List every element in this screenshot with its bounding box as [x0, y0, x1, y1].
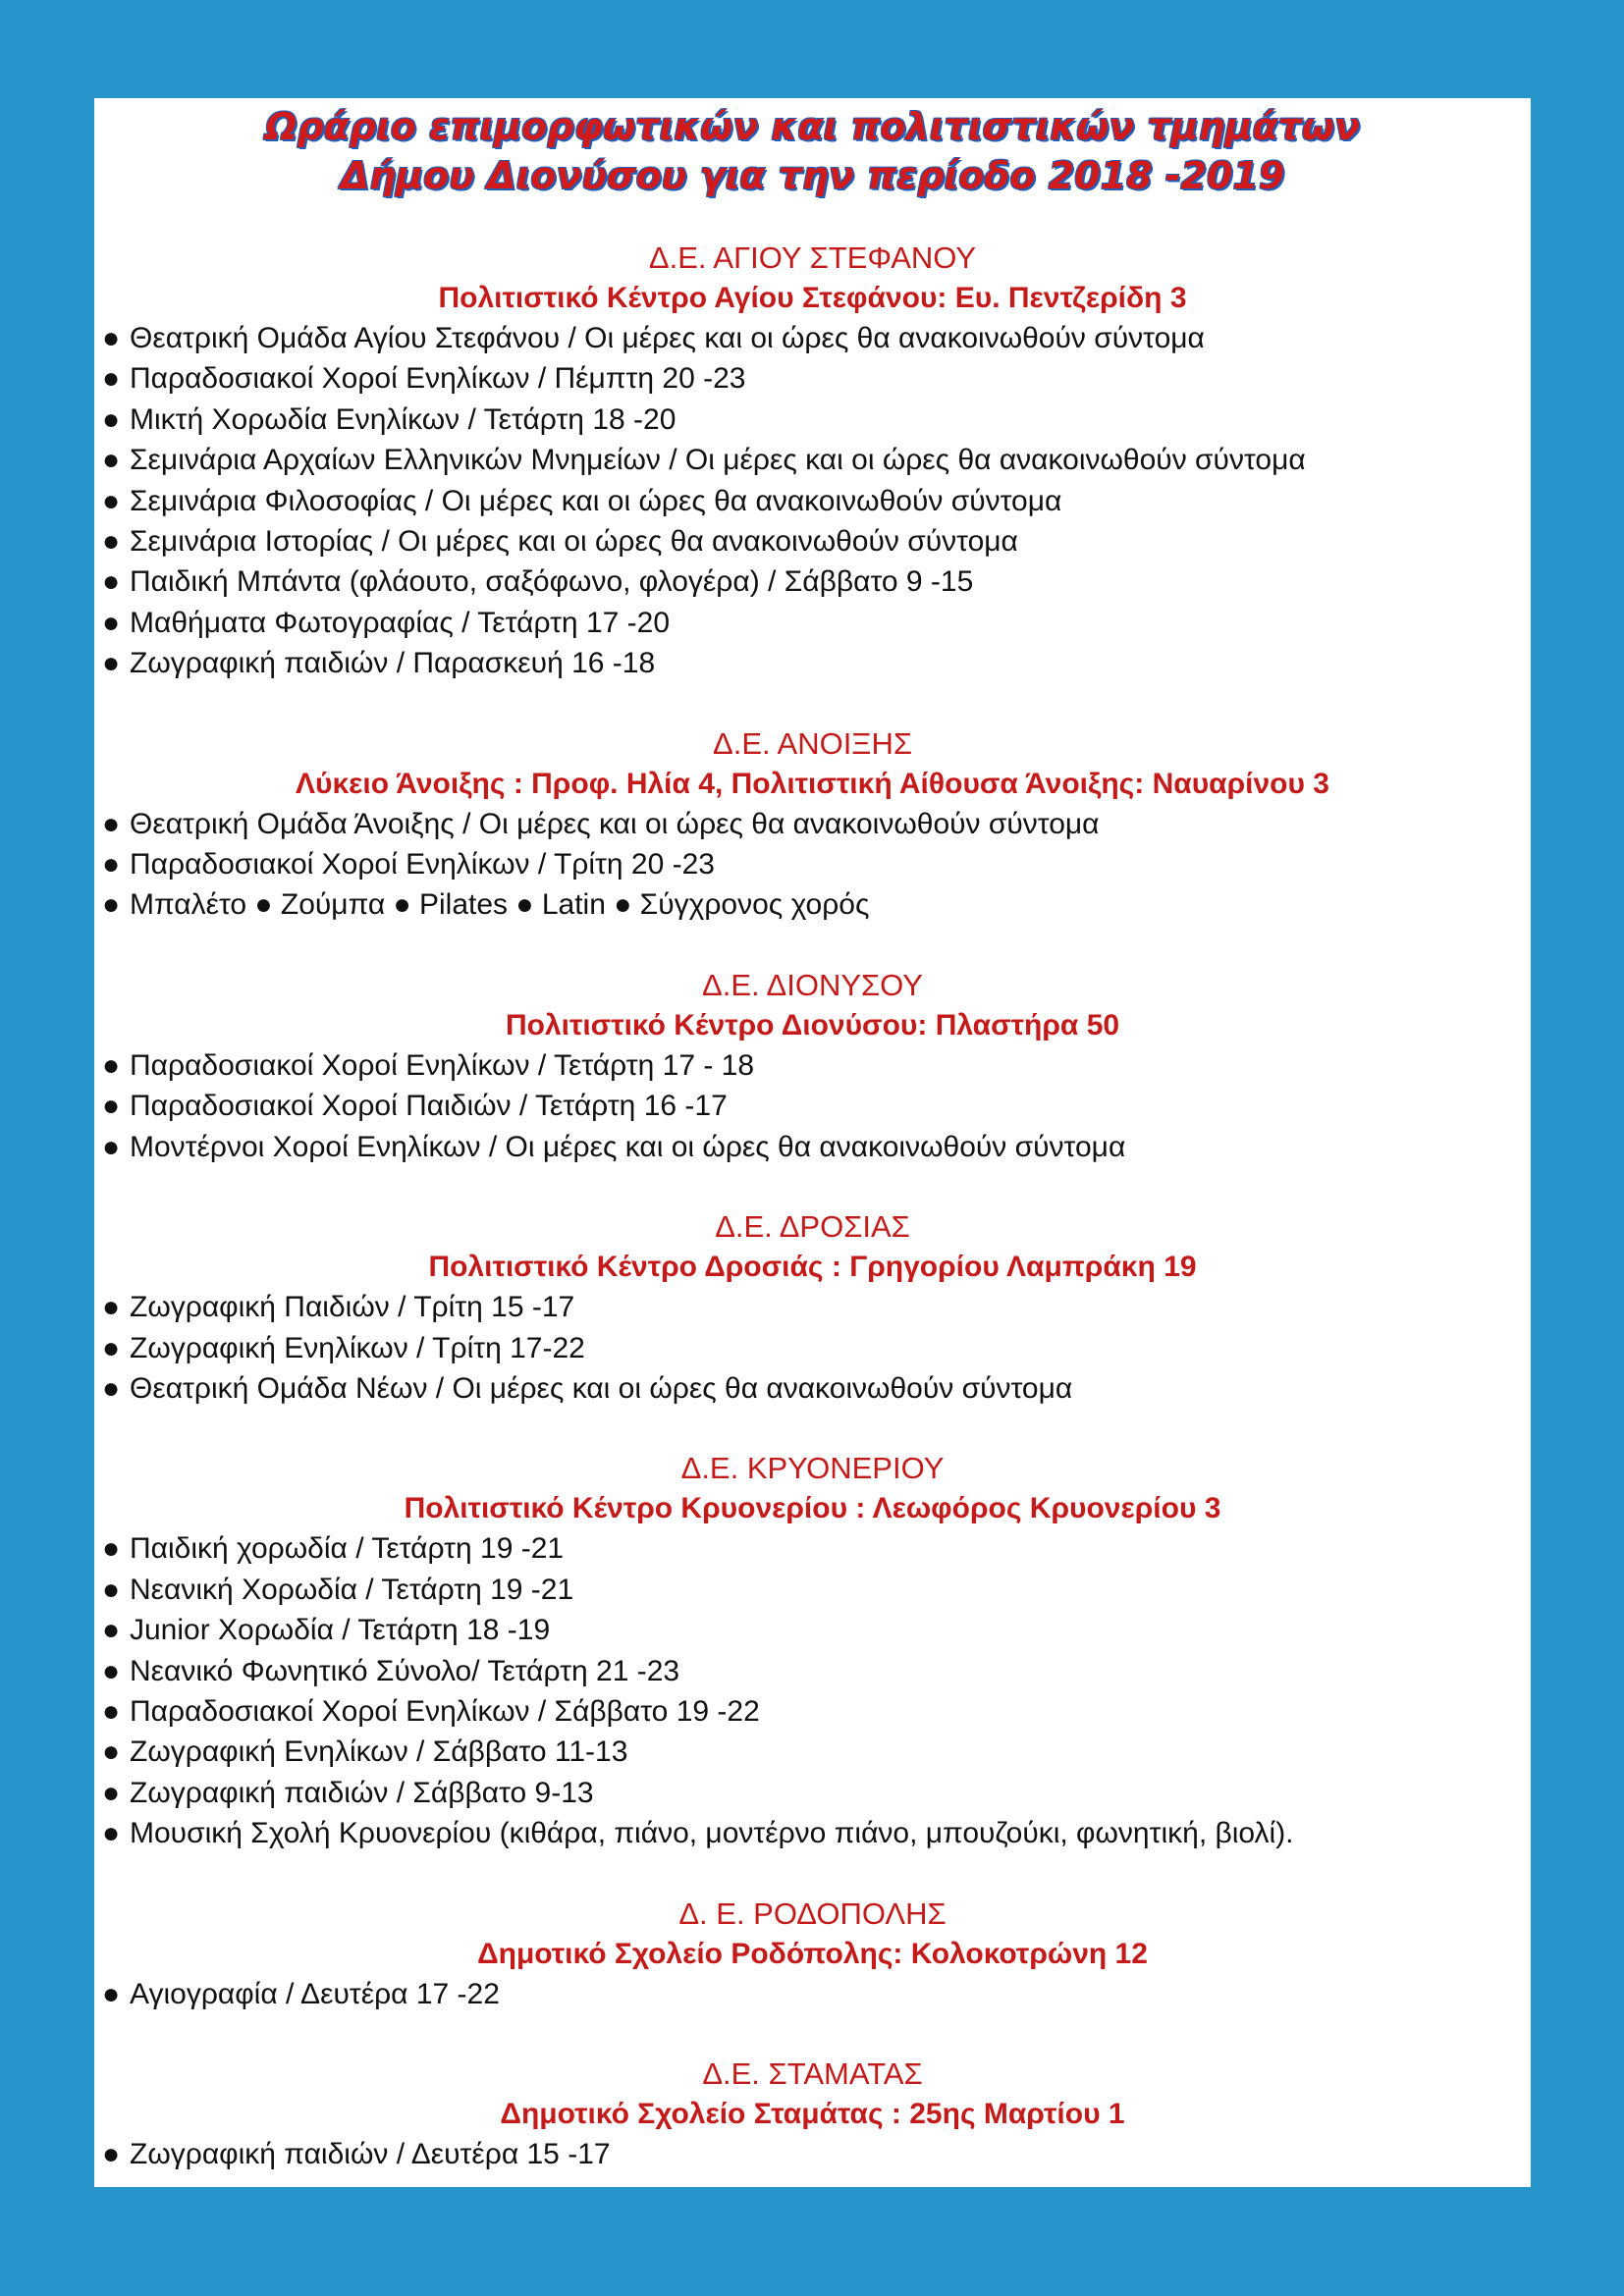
title-line-2: Δήμου Διονύσου για την περίοδο 2018 -2019	[340, 154, 1285, 197]
bullet-icon: ●	[102, 1735, 121, 1769]
activity-item	[102, 1773, 1531, 1813]
sections-list	[94, 238, 1531, 2174]
bullet-icon: ●	[102, 1371, 121, 1405]
activity-item	[102, 1045, 1531, 1086]
section	[94, 1206, 1531, 1409]
activity-text: Θεατρική Ομάδα Αγίου Στεφάνου / Οι μέρες και οι ώρες θα ανακοινωθούν σύντομα	[130, 322, 1205, 354]
bullet-icon: ●	[102, 1776, 121, 1809]
activity-text: Ζωγραφική παιδιών / Παρασκευή 16 -18	[130, 647, 656, 680]
activity-text: Μουσική Σχολή Κρυονερίου (κιθάρα, πιάνο, μοντέρνο πιάνο, μπουζούκι, φωνητική, βιολί).	[130, 1817, 1294, 1850]
document-title	[94, 102, 1531, 200]
activity-item	[102, 1086, 1531, 1126]
activity-list	[94, 2134, 1531, 2174]
activity-item	[102, 804, 1531, 844]
activity-text: Μοντέρνοι Χοροί Ενηλίκων / Οι μέρες και οι ώρες θα ανακοινωθούν σύντομα	[130, 1130, 1126, 1163]
activity-item	[102, 1368, 1531, 1409]
section-venue: Πολιτιστικό Κέντρο Αγίου Στεφάνου: Ευ. Πεντζερίδη 3	[438, 282, 1187, 314]
activity-text: Ζωγραφική Ενηλίκων / Τρίτη 17-22	[130, 1331, 585, 1364]
section	[94, 1894, 1531, 2014]
section-venue: Λύκειο Άνοιξης : Προφ. Ηλία 4, Πολιτιστική Αίθουσα Άνοιξης: Ναυαρίνου 3	[295, 767, 1329, 800]
activity-item	[102, 561, 1531, 602]
bullet-icon: ●	[102, 848, 121, 881]
activity-item	[102, 481, 1531, 521]
activity-text: Μπαλέτο ● Ζούμπα ● Pilates ● Latin ● Σύγχρονος χορός	[130, 888, 870, 922]
bullet-icon: ●	[102, 1817, 121, 1850]
bullet-icon: ●	[102, 888, 121, 922]
section-heading: Δ.Ε. ΑΝΟΙΞΗΣ	[713, 725, 912, 761]
activity-item	[102, 1651, 1531, 1691]
activity-text: Παραδοσιακοί Χοροί Ενηλίκων / Τετάρτη 17 - 18	[130, 1048, 755, 1082]
activity-item	[102, 318, 1531, 358]
activity-text: Νεανική Χορωδία / Τετάρτη 19 -21	[130, 1573, 574, 1606]
activity-item	[102, 440, 1531, 480]
bullet-icon: ●	[102, 1130, 121, 1163]
bullet-icon: ●	[102, 647, 121, 680]
activity-item	[102, 400, 1531, 440]
bullet-icon: ●	[102, 807, 121, 840]
activity-list	[94, 1974, 1531, 2014]
title-line-1: Ωράριο επιμορφωτικών και πολιτιστικών τμημάτων	[265, 105, 1360, 148]
activity-text: Παραδοσιακοί Χοροί Παιδιών / Τετάρτη 16 -17	[130, 1090, 728, 1123]
activity-item	[102, 643, 1531, 683]
section-heading: Δ.Ε. ΑΓΙΟΥ ΣΤΕΦΑΝΟΥ	[648, 240, 977, 275]
bullet-icon: ●	[102, 565, 121, 599]
bullet-icon: ●	[102, 1654, 121, 1687]
activity-item	[102, 2134, 1531, 2174]
bullet-icon: ●	[102, 1573, 121, 1606]
activity-item	[102, 1813, 1531, 1853]
activity-item	[102, 1691, 1531, 1732]
bullet-icon: ●	[102, 402, 121, 436]
section-heading: Δ.Ε. ΔΡΟΣΙΑΣ	[715, 1209, 910, 1245]
bullet-icon: ●	[102, 1090, 121, 1123]
activity-item	[102, 1974, 1531, 2014]
bullet-icon: ●	[102, 362, 121, 396]
section	[94, 723, 1531, 926]
activity-text: Ζωγραφική Παιδιών / Τρίτη 15 -17	[130, 1291, 575, 1324]
bullet-icon: ●	[102, 484, 121, 517]
activity-text: Μαθήματα Φωτογραφίας / Τετάρτη 17 -20	[130, 606, 671, 639]
activity-text: Θεατρική Ομάδα Νέων / Οι μέρες και οι ώρες θα ανακοινωθούν σύντομα	[130, 1371, 1073, 1405]
bullet-icon: ●	[102, 1532, 121, 1566]
section-heading: Δ. Ε. ΡΟΔΟΠΟΛΗΣ	[678, 1896, 947, 1931]
activity-text: Junior Χορωδία / Τετάρτη 18 -19	[130, 1614, 551, 1647]
bullet-icon: ●	[102, 1694, 121, 1728]
activity-text: Θεατρική Ομάδα Άνοιξης / Οι μέρες και οι ώρες θα ανακοινωθούν σύντομα	[130, 807, 1100, 840]
activity-text: Σεμινάρια Αρχαίων Ελληνικών Μνημείων / Οι μέρες και οι ώρες θα ανακοινωθούν σύντομα	[130, 444, 1306, 477]
activity-item	[102, 1528, 1531, 1569]
activity-list	[94, 804, 1531, 926]
bullet-icon: ●	[102, 1977, 121, 2010]
activity-item	[102, 1732, 1531, 1772]
activity-text: Νεανικό Φωνητικό Σύνολο/ Τετάρτη 21 -23	[130, 1654, 680, 1687]
section	[94, 1448, 1531, 1853]
activity-text: Ζωγραφική παιδιών / Σάββατο 9-13	[130, 1776, 594, 1809]
activity-text: Ζωγραφική Ενηλίκων / Σάββατο 11-13	[130, 1735, 628, 1769]
activity-text: Παραδοσιακοί Χοροί Ενηλίκων / Πέμπτη 20 -23	[130, 362, 746, 396]
activity-item	[102, 1570, 1531, 1610]
section-venue: Πολιτιστικό Κέντρο Κρυονερίου : Λεωφόρος Κρυονερίου 3	[404, 1492, 1221, 1525]
activity-item	[102, 358, 1531, 399]
activity-list	[94, 1287, 1531, 1409]
activity-item	[102, 603, 1531, 643]
activity-item	[102, 1287, 1531, 1327]
section-heading: Δ.Ε. ΔΙΟΝΥΣΟΥ	[702, 967, 923, 1002]
bullet-icon: ●	[102, 1331, 121, 1364]
activity-text: Σεμινάρια Φιλοσοφίας / Οι μέρες και οι ώρες θα ανακοινωθούν σύντομα	[130, 484, 1062, 517]
section-venue: Πολιτιστικό Κέντρο Διονύσου: Πλαστήρα 50	[505, 1008, 1120, 1041]
activity-item	[102, 1328, 1531, 1368]
activity-item	[102, 884, 1531, 925]
bullet-icon: ●	[102, 1291, 121, 1324]
activity-text: Παραδοσιακοί Χοροί Ενηλίκων / Σάββατο 19 -22	[130, 1694, 760, 1728]
activity-list	[94, 1528, 1531, 1853]
activity-text: Παιδική Μπάντα (φλάουτο, σαξόφωνο, φλογέρα) / Σάββατο 9 -15	[130, 565, 974, 599]
activity-text: Μικτή Χορωδία Ενηλίκων / Τετάρτη 18 -20	[130, 402, 677, 436]
section-venue: Δημοτικό Σχολείο Ροδόπολης: Κολοκοτρώνη 12	[477, 1937, 1148, 1970]
section-venue: Δημοτικό Σχολείο Σταμάτας : 25ης Μαρτίου 1	[500, 2097, 1125, 2130]
section-heading: Δ.Ε. ΣΤΑΜΑΤΑΣ	[702, 2056, 923, 2091]
bullet-icon: ●	[102, 1048, 121, 1082]
bullet-icon: ●	[102, 525, 121, 559]
activity-list	[94, 318, 1531, 684]
activity-text: Παιδική χορωδία / Τετάρτη 19 -21	[130, 1532, 565, 1566]
activity-item	[102, 1610, 1531, 1650]
bullet-icon: ●	[102, 444, 121, 477]
section	[94, 965, 1531, 1167]
activity-text: Αγιογραφία / Δευτέρα 17 -22	[130, 1977, 500, 2010]
section	[94, 2054, 1531, 2174]
section-venue: Πολιτιστικό Κέντρο Δροσιάς : Γρηγορίου Λαμπράκη 19	[428, 1251, 1197, 1284]
bullet-icon: ●	[102, 606, 121, 639]
activity-item	[102, 1127, 1531, 1167]
bullet-icon: ●	[102, 2137, 121, 2170]
activity-text: Ζωγραφική παιδιών / Δευτέρα 15 -17	[130, 2137, 611, 2170]
activity-item	[102, 521, 1531, 561]
bullet-icon: ●	[102, 322, 121, 354]
document-page	[94, 98, 1531, 2187]
activity-item	[102, 844, 1531, 884]
bullet-icon: ●	[102, 1614, 121, 1647]
section-heading: Δ.Ε. ΚΡΥΟΝΕΡΙΟΥ	[680, 1451, 945, 1486]
activity-text: Σεμινάρια Ιστορίας / Οι μέρες και οι ώρες θα ανακοινωθούν σύντομα	[130, 525, 1018, 559]
activity-list	[94, 1045, 1531, 1167]
activity-text: Παραδοσιακοί Χοροί Ενηλίκων / Τρίτη 20 -23	[130, 848, 715, 881]
section	[94, 238, 1531, 684]
